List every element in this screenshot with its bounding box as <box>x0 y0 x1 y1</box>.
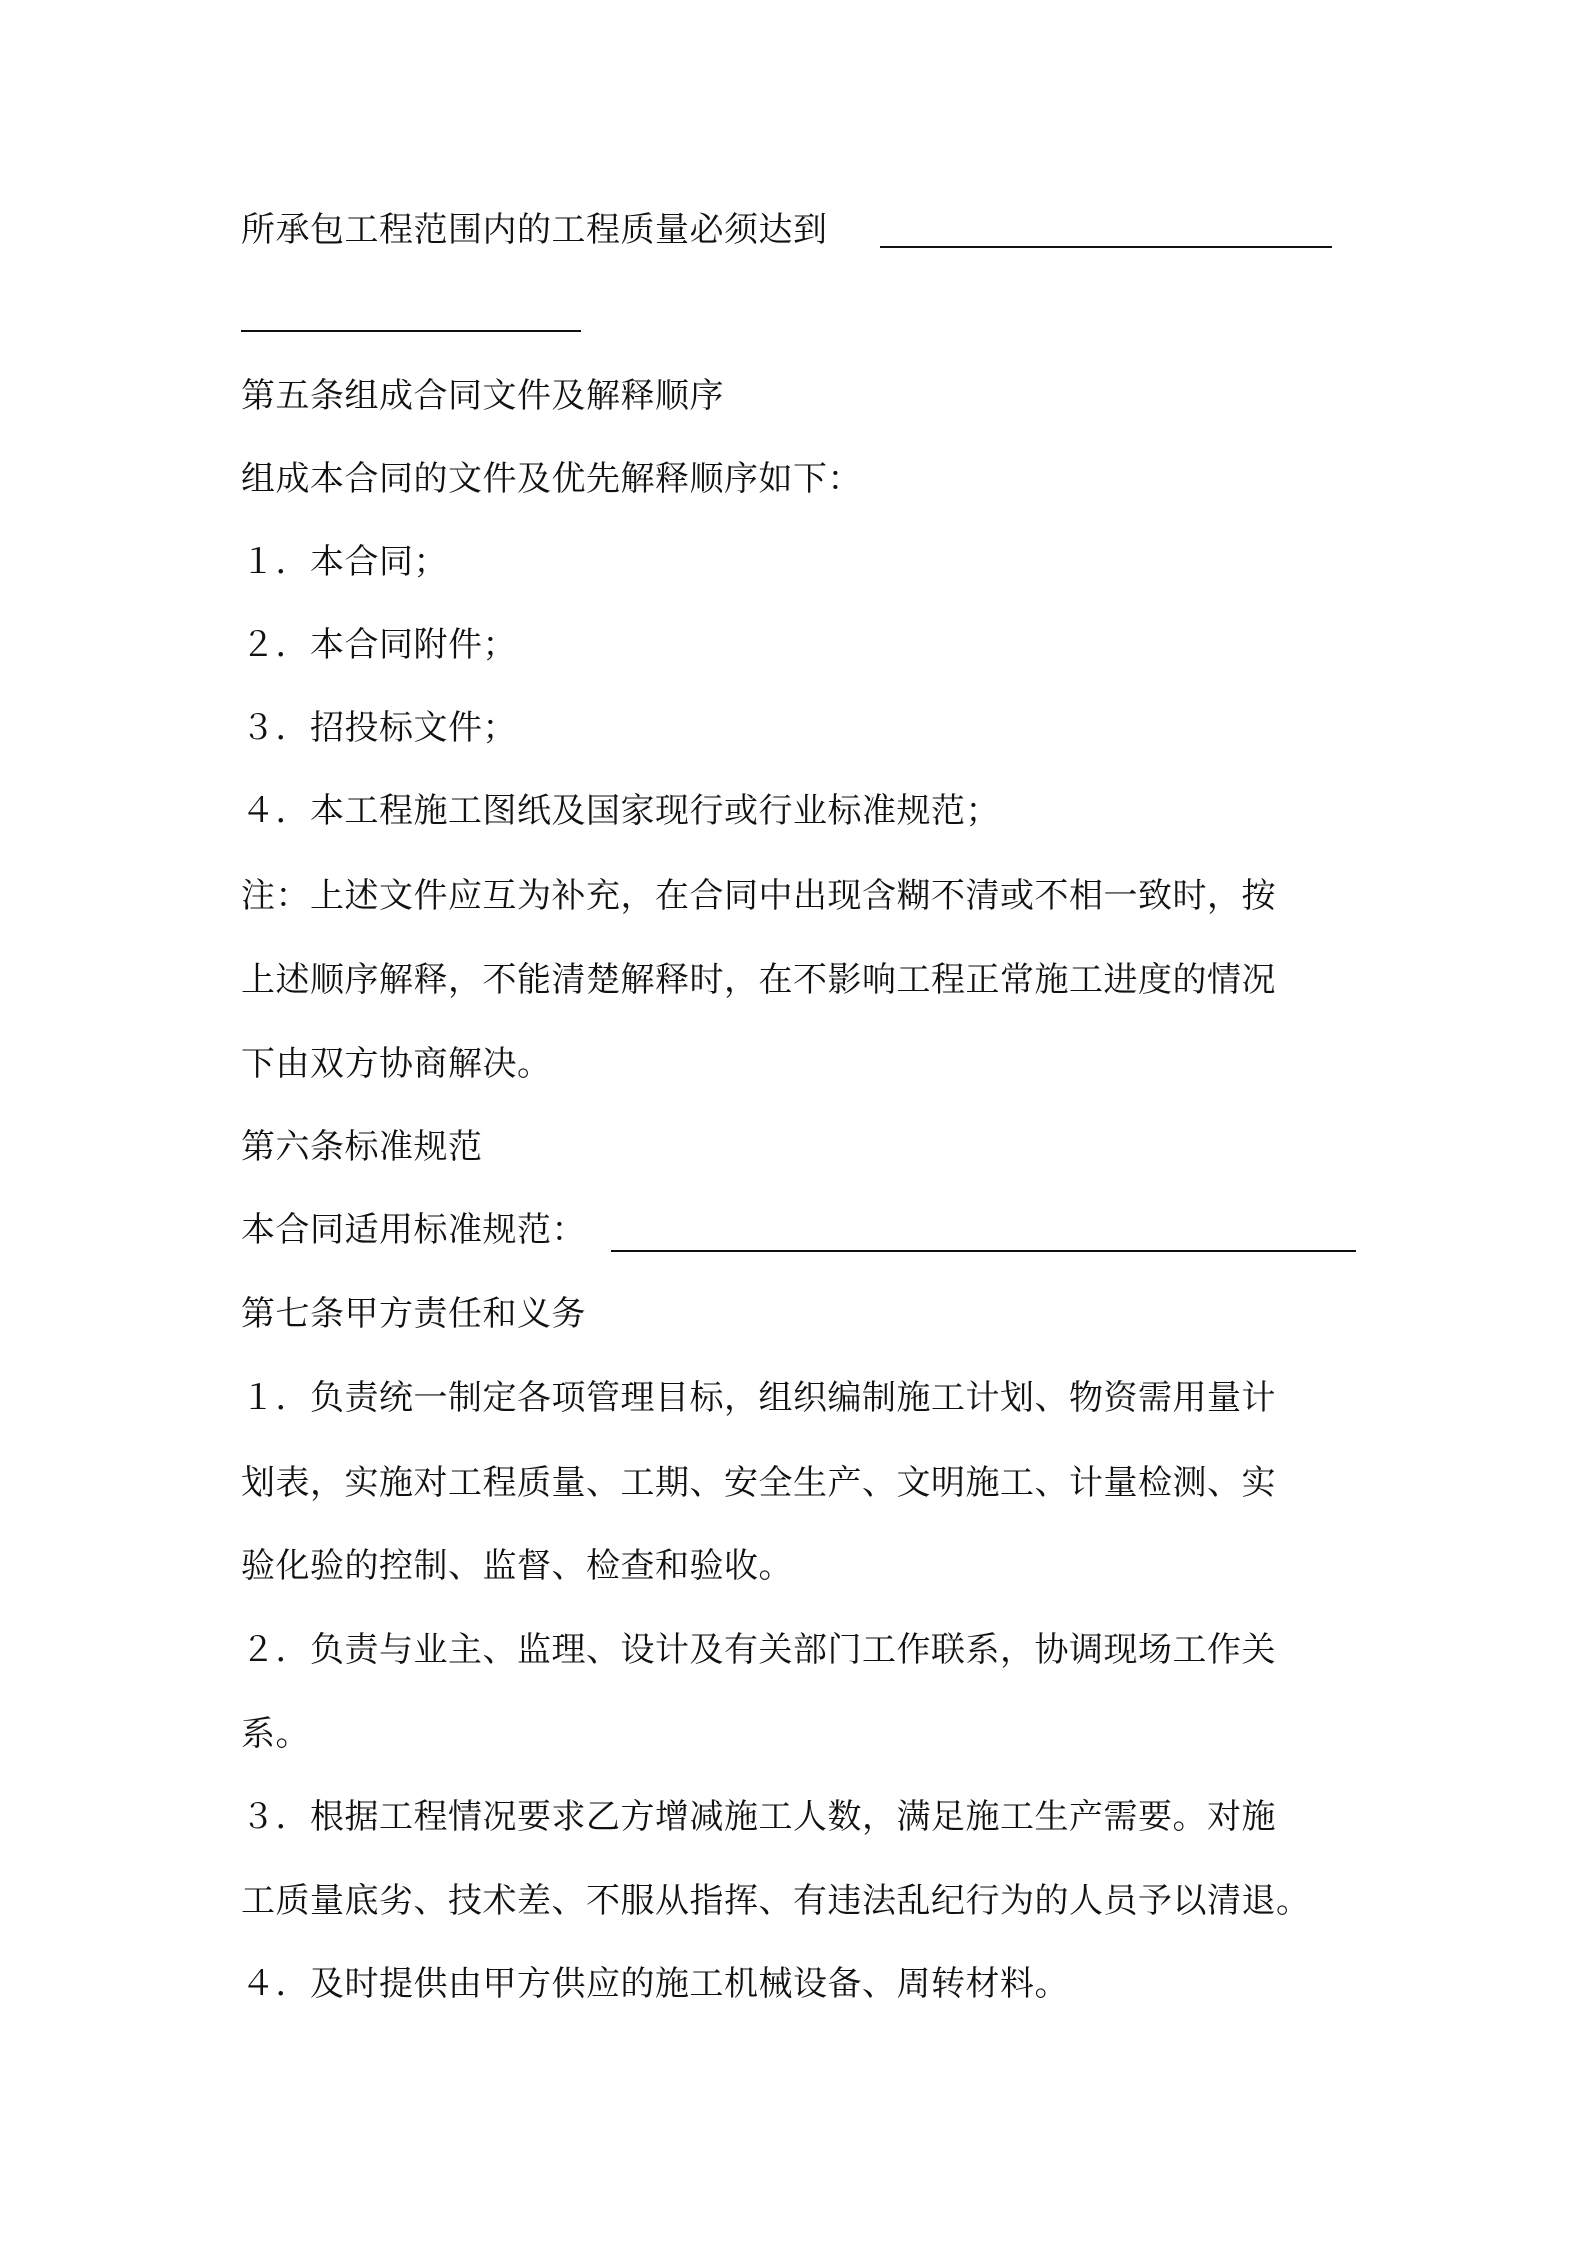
article7-heading: 第七条甲方责任和义务 <box>241 1294 586 1334</box>
quality-blank-line-1 <box>880 246 1332 248</box>
article5-note-line-3: 下由双方协商解决。 <box>241 1044 552 1084</box>
article5-item-1: １．本合同； <box>241 542 448 582</box>
standards-blank-line <box>611 1250 1356 1252</box>
article5-note-line-1: 注：上述文件应互为补充，在合同中出现含糊不清或不相一致时，按 <box>241 876 1276 916</box>
article7-line-7: 工质量底劣、技术差、不服从指挥、有违法乱纪行为的人员予以清退。 <box>241 1881 1311 1921</box>
quality-blank-line-2 <box>241 330 581 332</box>
article5-item-4: ４．本工程施工图纸及国家现行或行业标准规范； <box>241 791 1000 831</box>
article7-line-2: 划表，实施对工程质量、工期、安全生产、文明施工、计量检测、实 <box>241 1463 1276 1503</box>
article6-standards-label: 本合同适用标准规范： <box>241 1210 586 1250</box>
article7-line-8: ４．及时提供由甲方供应的施工机械设备、周转材料。 <box>241 1964 1069 2004</box>
article5-item-2: ２．本合同附件； <box>241 625 517 665</box>
article7-line-5: 系。 <box>241 1714 310 1754</box>
article5-heading: 第五条组成合同文件及解释顺序 <box>241 376 724 416</box>
quality-clause-text: 所承包工程范围内的工程质量必须达到 <box>241 210 828 250</box>
article7-line-1: １．负责统一制定各项管理目标，组织编制施工计划、物资需用量计 <box>241 1378 1276 1418</box>
article5-item-3: ３．招投标文件； <box>241 708 517 748</box>
article6-heading: 第六条标准规范 <box>241 1127 483 1167</box>
article5-intro: 组成本合同的文件及优先解释顺序如下： <box>241 459 862 499</box>
article5-note-line-2: 上述顺序解释，不能清楚解释时，在不影响工程正常施工进度的情况 <box>241 960 1276 1000</box>
article7-line-4: ２．负责与业主、监理、设计及有关部门工作联系，协调现场工作关 <box>241 1630 1276 1670</box>
article7-line-6: ３．根据工程情况要求乙方增减施工人数，满足施工生产需要。对施 <box>241 1797 1276 1837</box>
article7-line-3: 验化验的控制、监督、检查和验收。 <box>241 1546 793 1586</box>
